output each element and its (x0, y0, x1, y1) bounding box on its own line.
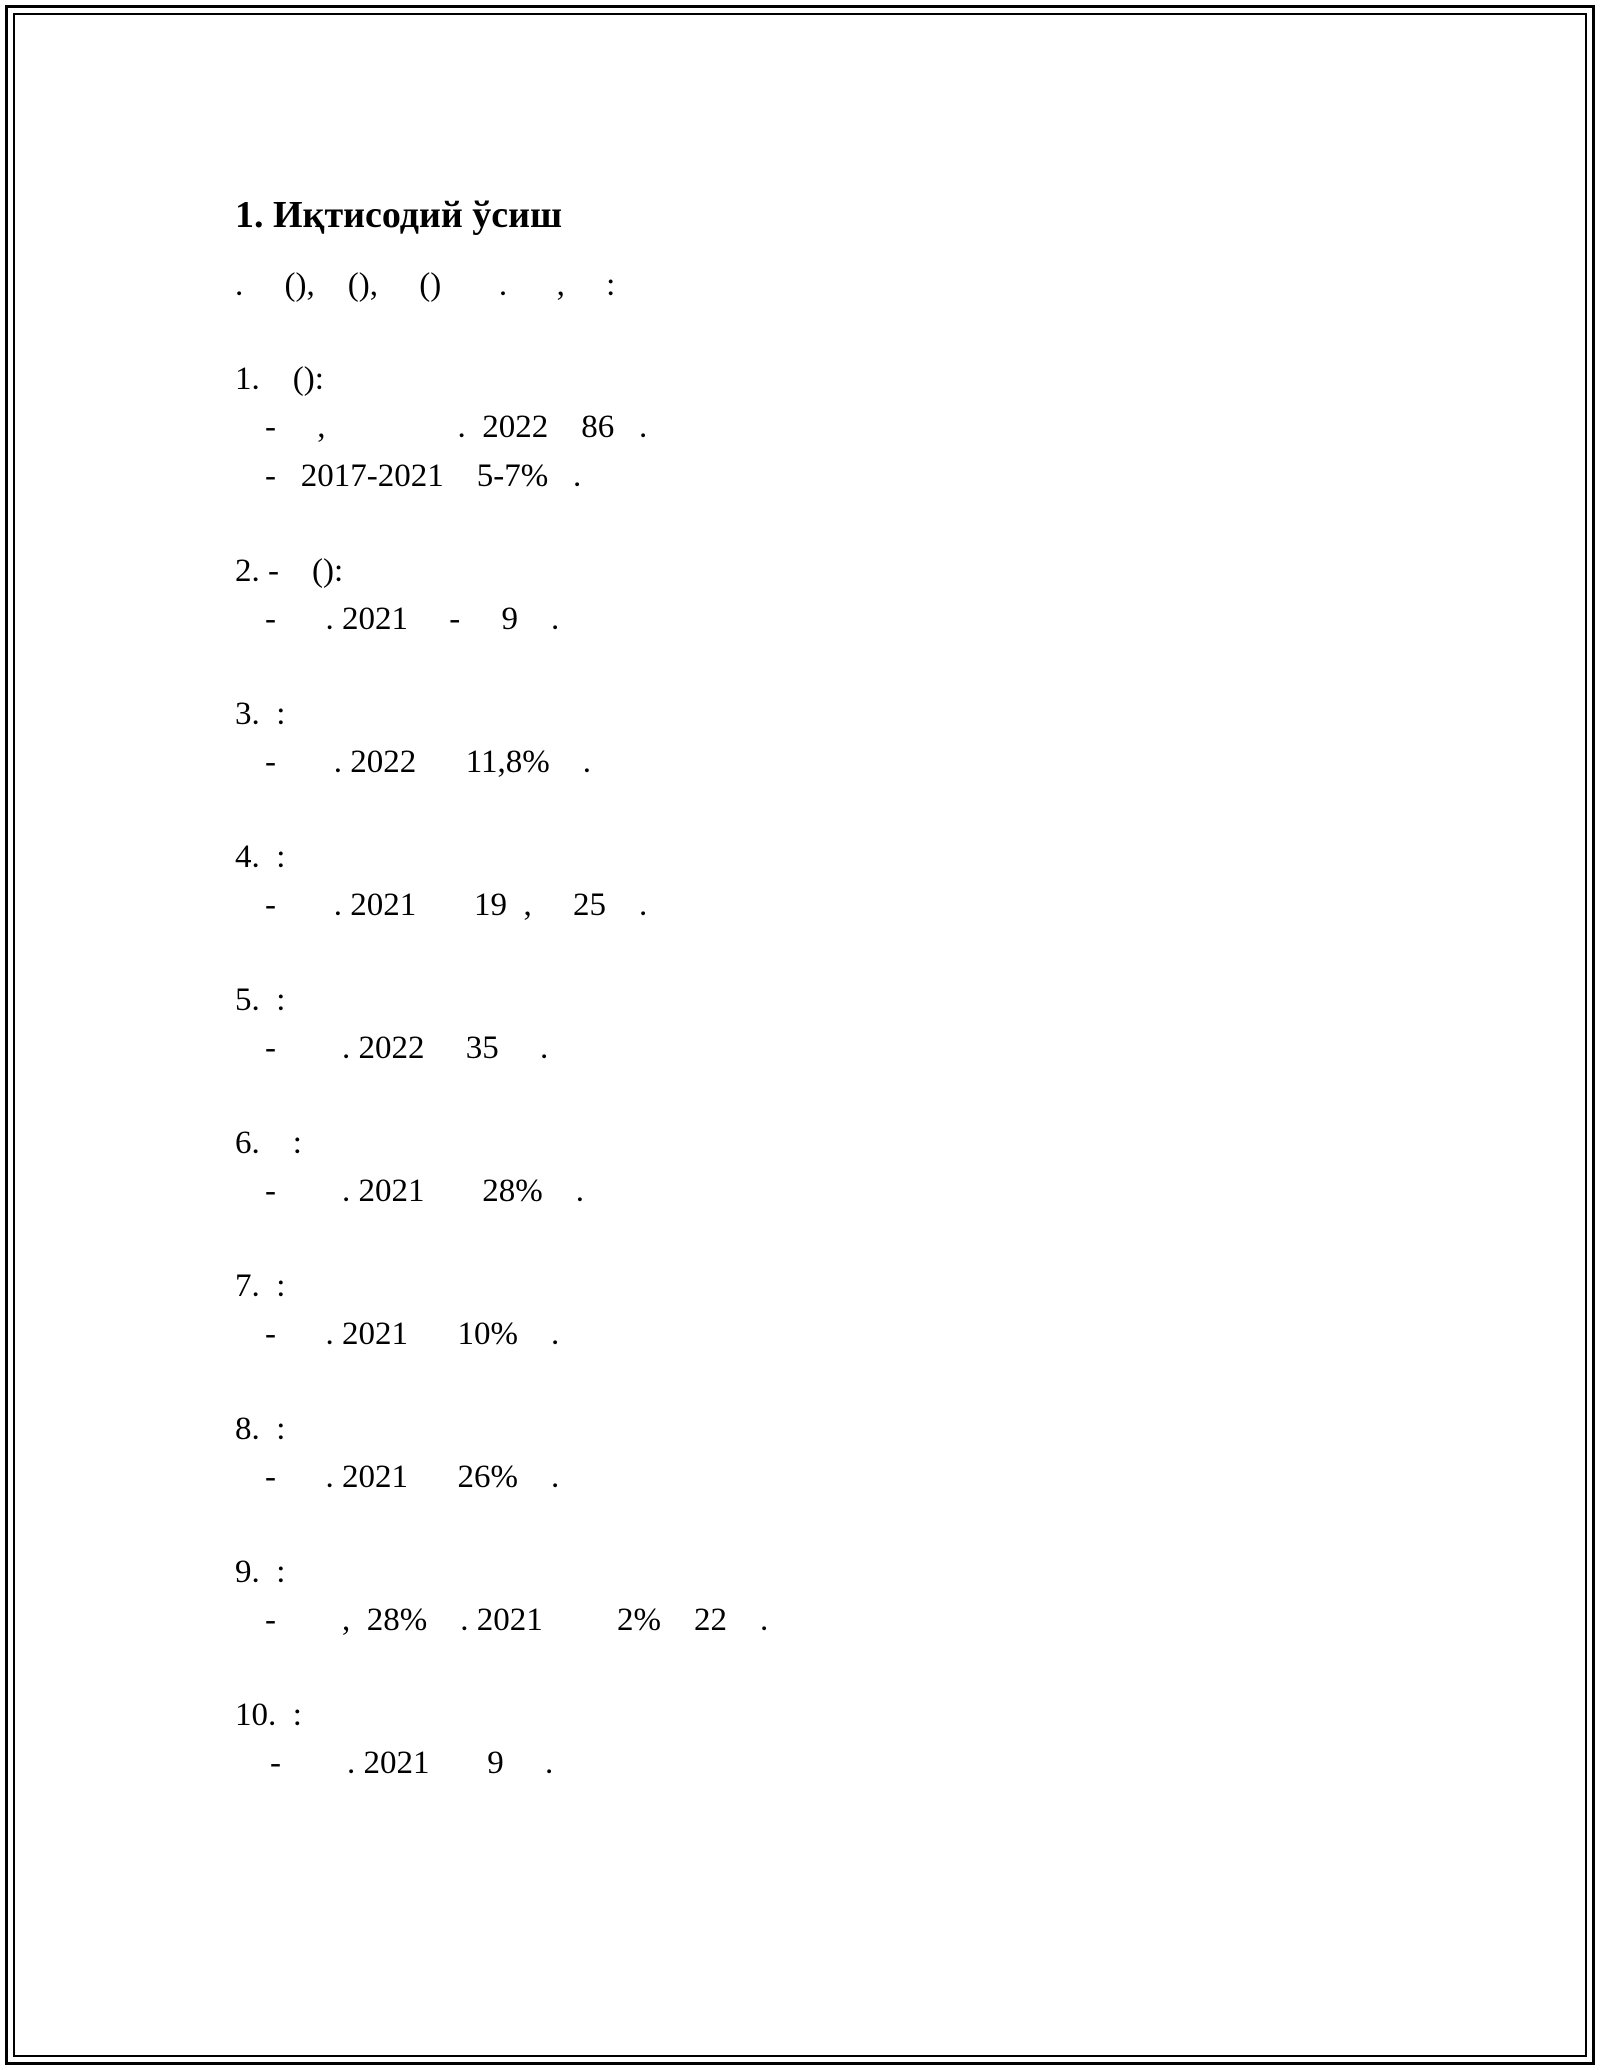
document-body (235, 190, 1385, 1783)
list-item-bullet: - . 2021 26% . (265, 1459, 560, 1495)
list-item-5 (235, 980, 1385, 1068)
list-item-1 (235, 359, 1385, 496)
list-item-title: 7. : (235, 1268, 286, 1304)
list-item-bullet: - , 28% . 2021 2% 22 . (265, 1602, 769, 1638)
list-item-title: 5. : (235, 982, 286, 1018)
list-item-title: 10. : (235, 1697, 302, 1733)
list-item-bullet: - . 2021 10% . (265, 1316, 560, 1352)
list-item-10 (235, 1695, 1385, 1783)
intro-paragraph: . (), (), () . , : (235, 267, 616, 303)
list-item-title: 3. : (235, 696, 286, 732)
list-item-bullet: - . 2022 35 . (265, 1030, 549, 1066)
list-item-3 (235, 694, 1385, 782)
section-heading: 1. Иқтисодий ўсиш (235, 194, 563, 236)
list-item-8 (235, 1409, 1385, 1497)
list-item-bullet: - , . 2022 86 . (265, 409, 648, 445)
list-item-bullet: - . 2021 - 9 . (265, 601, 560, 637)
list-item-2 (235, 551, 1385, 639)
list-item-bullet: - . 2021 19 , 25 . (265, 887, 648, 923)
list-item-bullet: - . 2021 9 . (270, 1745, 554, 1781)
list-item-title: 6. : (235, 1125, 302, 1161)
list-item-title: 2. - (): (235, 553, 344, 589)
list-item-7 (235, 1266, 1385, 1354)
list-item-9 (235, 1552, 1385, 1640)
list-item-title: 1. (): (235, 361, 324, 397)
list-item-bullet: - . 2021 28% . (265, 1173, 584, 1209)
list-item-title: 4. : (235, 839, 286, 875)
list-item-bullet: - 2017-2021 5-7% . (265, 458, 582, 494)
list-item-6 (235, 1123, 1385, 1211)
list-item-bullet: - . 2022 11,8% . (265, 744, 592, 780)
list-item-4 (235, 837, 1385, 925)
list-item-title: 8. : (235, 1411, 286, 1447)
list-item-title: 9. : (235, 1554, 286, 1590)
